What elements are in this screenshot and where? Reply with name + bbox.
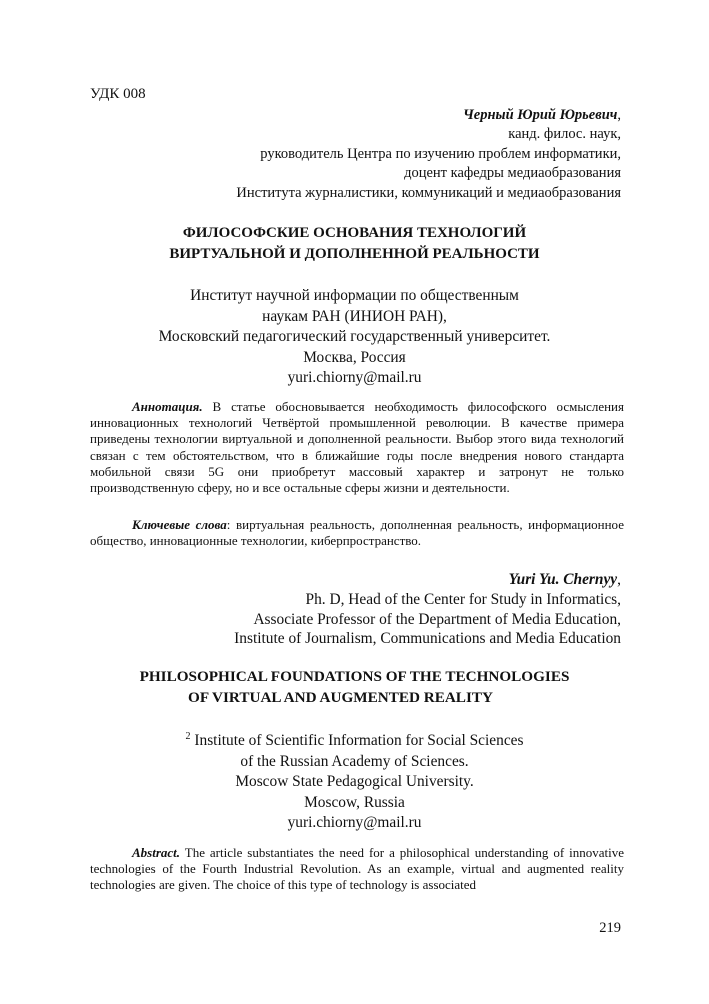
title-line: ФИЛОСОФСКИЕ ОСНОВАНИЯ ТЕХНОЛОГИЙ (182, 225, 527, 241)
author-block-en (234, 570, 621, 649)
footnote-marker: 2 (185, 731, 191, 742)
author-name-ru: Черный Юрий Юрьевич, (462, 107, 621, 123)
abstract-text-ru: В статье обосновывается необходимость философского осмысления инновационных технологий Четвёртой промышленной революции. В качестве примера приведены технологии виртуальной и дополненной реальности. Выбор этого вида технологий связан с тем обстоятельством, что в ближайшие годы после внедрения нового стандарта мобильной связи 5G они приобретут массовый характер и затронут не только производственную сферу, но и все остальные сферы жизни и деятельности. (90, 399, 624, 496)
article-title-ru (0, 223, 709, 264)
keywords-label-ru: Ключевые слова (132, 517, 227, 532)
title-line: PHILOSOPHICAL FOUNDATIONS OF THE TECHNOLOGIES (139, 668, 570, 685)
title-line: OF VIRTUAL AND AUGMENTED REALITY (188, 688, 493, 706)
affiliation-en (0, 727, 709, 834)
affiliation-line: Институт научной информации по общественным (190, 287, 519, 304)
author-line: доцент кафедры медиаобразования (404, 165, 621, 182)
affiliation-line: of the Russian Academy of Sciences. (240, 752, 469, 770)
affiliation-line: $^2$ Institute of Scientific Information for Social Sciences (185, 731, 524, 749)
title-line: ВИРТУАЛЬНОЙ И ДОПОЛНЕННОЙ РЕАЛЬНОСТИ (169, 245, 540, 262)
keywords-text-ru: : виртуальная реальность, дополненная реальность, информационное общество, инновационные технологии, киберпространство. (90, 517, 624, 549)
author-line: Ph. D, Head of the Center for Study in Informatics, (305, 590, 621, 608)
abstract-ru (90, 399, 624, 496)
affiliation-line: наукам РАН (ИНИОН РАН), (262, 307, 447, 325)
author-line: канд. филос. наук, (508, 126, 621, 143)
udk-code: УДК 008 (90, 86, 146, 102)
abstract-label-en: Abstract. (132, 845, 181, 860)
abstract-text-en: The article substantiates the need for a philosophical understanding of innovative technologies of the Fourth Industrial Revolution. As an example, virtual and augmented reality technologies are given. The choice of this type of technology is associated (90, 845, 624, 893)
author-line: Associate Professor of the Department of Media Education, (253, 610, 621, 628)
abstract-label-ru: Аннотация. (132, 399, 203, 414)
email-en: yuri.chiorny@mail.ru (287, 814, 422, 831)
author-line: Института журналистики, коммуникаций и медиаобразования (236, 184, 621, 201)
article-title-en (0, 667, 709, 708)
email-ru: yuri.chiorny@mail.ru (287, 369, 422, 386)
abstract-en (90, 845, 624, 894)
affiliation-ru (0, 286, 709, 389)
affiliation-line: Moscow, Russia (304, 793, 405, 811)
affiliation-line: Москва, Россия (303, 348, 406, 366)
author-line: Institute of Journalism, Communications and Media Education (234, 630, 621, 648)
affiliation-line: Moscow State Pedagogical University. (235, 773, 474, 790)
affiliation-line: Московский педагогический государственный университет. (158, 328, 551, 345)
author-block-ru (236, 106, 621, 203)
page-number: 219 (599, 920, 621, 936)
author-name-en: Yuri Yu. Chernyy, (508, 571, 621, 588)
author-line: руководитель Центра по изучению проблем информатики, (260, 145, 621, 162)
keywords-ru (90, 517, 624, 549)
